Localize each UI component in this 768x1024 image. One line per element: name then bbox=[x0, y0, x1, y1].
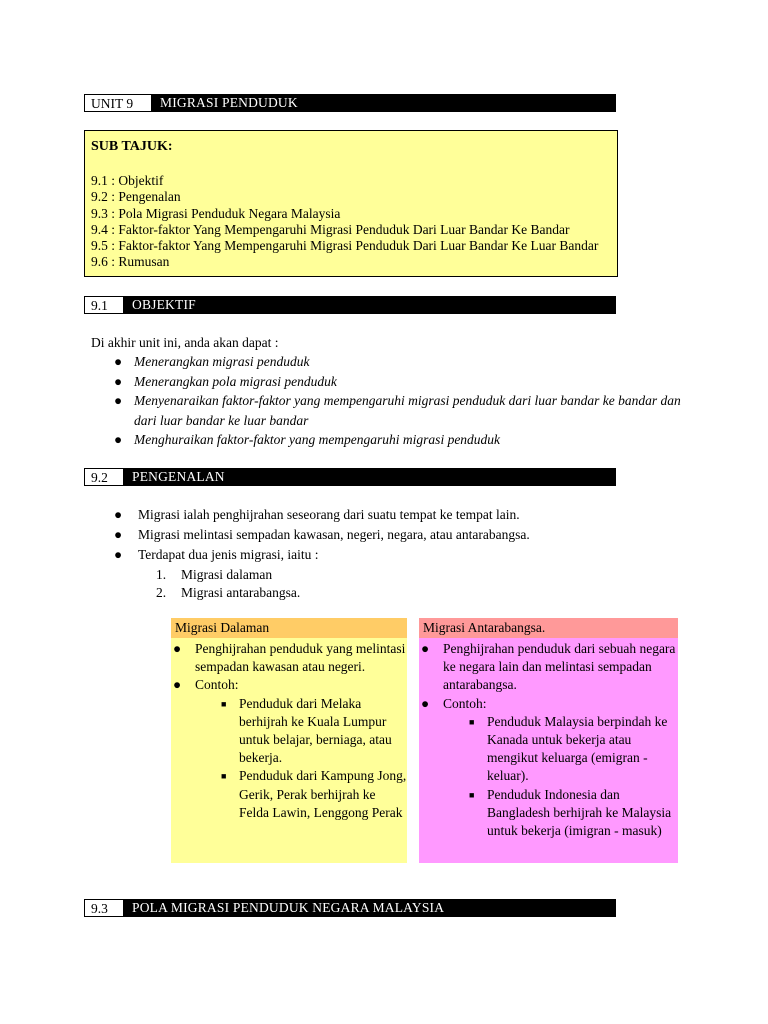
list-item: 1. Migrasi dalaman bbox=[156, 567, 273, 582]
objektif-intro: Di akhir unit ini, anda akan dapat : bbox=[91, 335, 279, 350]
list-item: ■ Penduduk Indonesia dan Bangladesh berhijrah ke Malaysia untuk bekerja (imigran - masuk) bbox=[469, 786, 672, 839]
section-title: OBJEKTIF bbox=[124, 296, 616, 314]
sub-tajuk-heading: SUB TAJUK: bbox=[91, 139, 173, 154]
bullet-icon: ● bbox=[421, 695, 430, 711]
bullet-icon: ● bbox=[114, 547, 123, 562]
section-number: 9.2 bbox=[84, 468, 124, 486]
section-number: 9.3 bbox=[84, 899, 124, 917]
section-header-pola-migrasi bbox=[84, 899, 616, 917]
bullet-icon: ● bbox=[114, 373, 123, 389]
column-body bbox=[419, 638, 678, 863]
bullet-icon: ● bbox=[173, 677, 182, 693]
sub-tajuk-item: 9.6 : Rumusan bbox=[91, 254, 170, 270]
bullet-icon: ● bbox=[114, 393, 123, 408]
migrasi-dalaman-column bbox=[171, 618, 407, 863]
bullet-icon: ● bbox=[173, 641, 182, 656]
bullet-icon: ● bbox=[114, 527, 123, 542]
list-item: ● Penghijrahan penduduk yang melintasi sempadan kawasan atau negeri. bbox=[173, 641, 406, 675]
square-bullet-icon: ■ bbox=[221, 771, 227, 782]
pengenalan-list bbox=[108, 505, 708, 565]
sub-tajuk-item: 9.2 : Pengenalan bbox=[91, 189, 181, 205]
section-header-pengenalan bbox=[84, 468, 616, 486]
square-bullet-icon: ■ bbox=[469, 716, 475, 727]
list-item: ● Contoh: bbox=[171, 676, 407, 694]
column-header: Migrasi Dalaman bbox=[171, 618, 407, 638]
unit-header bbox=[84, 94, 616, 112]
bullet-icon: ● bbox=[114, 354, 123, 369]
column-body bbox=[171, 638, 407, 863]
objektif-list bbox=[108, 352, 688, 450]
list-item: ■ Penduduk Malaysia berpindah ke Kanada untuk bekerja atau mengikut keluarga (emigran - keluar). bbox=[469, 713, 668, 784]
square-bullet-icon: ■ bbox=[469, 789, 475, 800]
migration-types-list bbox=[156, 566, 300, 602]
list-item: ● Penghijrahan penduduk dari sebuah negara ke negara lain dan melintasi sempadan antarabangsa. bbox=[421, 641, 676, 693]
unit-number: UNIT 9 bbox=[84, 94, 152, 112]
list-item: ● Migrasi melintasi sempadan kawasan, negeri, negara, atau antarabangsa. bbox=[108, 525, 708, 545]
square-bullet-icon: ■ bbox=[221, 698, 227, 709]
bullet-icon: ● bbox=[114, 507, 123, 522]
section-number: 9.1 bbox=[84, 296, 124, 314]
list-item: ● Menerangkan pola migrasi penduduk bbox=[108, 372, 688, 392]
section-title: PENGENALAN bbox=[124, 468, 616, 486]
list-item: ● Menghuraikan faktor-faktor yang mempengaruhi migrasi penduduk bbox=[108, 430, 688, 450]
list-item: ● Contoh: bbox=[419, 695, 678, 713]
bullet-icon: ● bbox=[421, 641, 430, 656]
unit-title: MIGRASI PENDUDUK bbox=[152, 94, 616, 112]
migrasi-antarabangsa-column bbox=[419, 618, 678, 863]
list-item: ■ Penduduk dari Melaka berhijrah ke Kuala Lumpur untuk belajar, berniaga, atau bekerja. bbox=[221, 695, 392, 766]
list-item: 2. Migrasi antarabangsa. bbox=[156, 585, 301, 600]
list-item: ● Migrasi ialah penghijrahan seseorang dari suatu tempat ke tempat lain. bbox=[108, 505, 708, 525]
list-item: ● Menyenaraikan faktor-faktor yang mempengaruhi migrasi penduduk dari luar bandar ke bandar dan dari luar bandar ke luar bandar bbox=[114, 393, 681, 428]
sub-tajuk-item: 9.1 : Objektif bbox=[91, 173, 164, 188]
sub-tajuk-item: 9.5 : Faktor-faktor Yang Mempengaruhi Migrasi Penduduk Dari Luar Bandar Ke Luar Bandar bbox=[91, 238, 599, 254]
section-header-objektif bbox=[84, 296, 616, 314]
list-item: ● Menerangkan migrasi penduduk bbox=[108, 352, 688, 372]
sub-tajuk-item: 9.4 : Faktor-faktor Yang Mempengaruhi Migrasi Penduduk Dari Luar Bandar Ke Bandar bbox=[91, 221, 570, 237]
bullet-icon: ● bbox=[114, 432, 123, 447]
list-item: ■ Penduduk dari Kampung Jong, Gerik, Perak berhijrah ke Felda Lawin, Lenggong Perak bbox=[221, 768, 407, 820]
sub-tajuk-box bbox=[84, 130, 618, 277]
sub-tajuk-item: 9.3 : Pola Migrasi Penduduk Negara Malaysia bbox=[91, 205, 341, 221]
list-item: ● Terdapat dua jenis migrasi, iaitu : bbox=[108, 545, 708, 565]
column-header: Migrasi Antarabangsa. bbox=[419, 618, 678, 638]
section-title: POLA MIGRASI PENDUDUK NEGARA MALAYSIA bbox=[124, 899, 616, 917]
